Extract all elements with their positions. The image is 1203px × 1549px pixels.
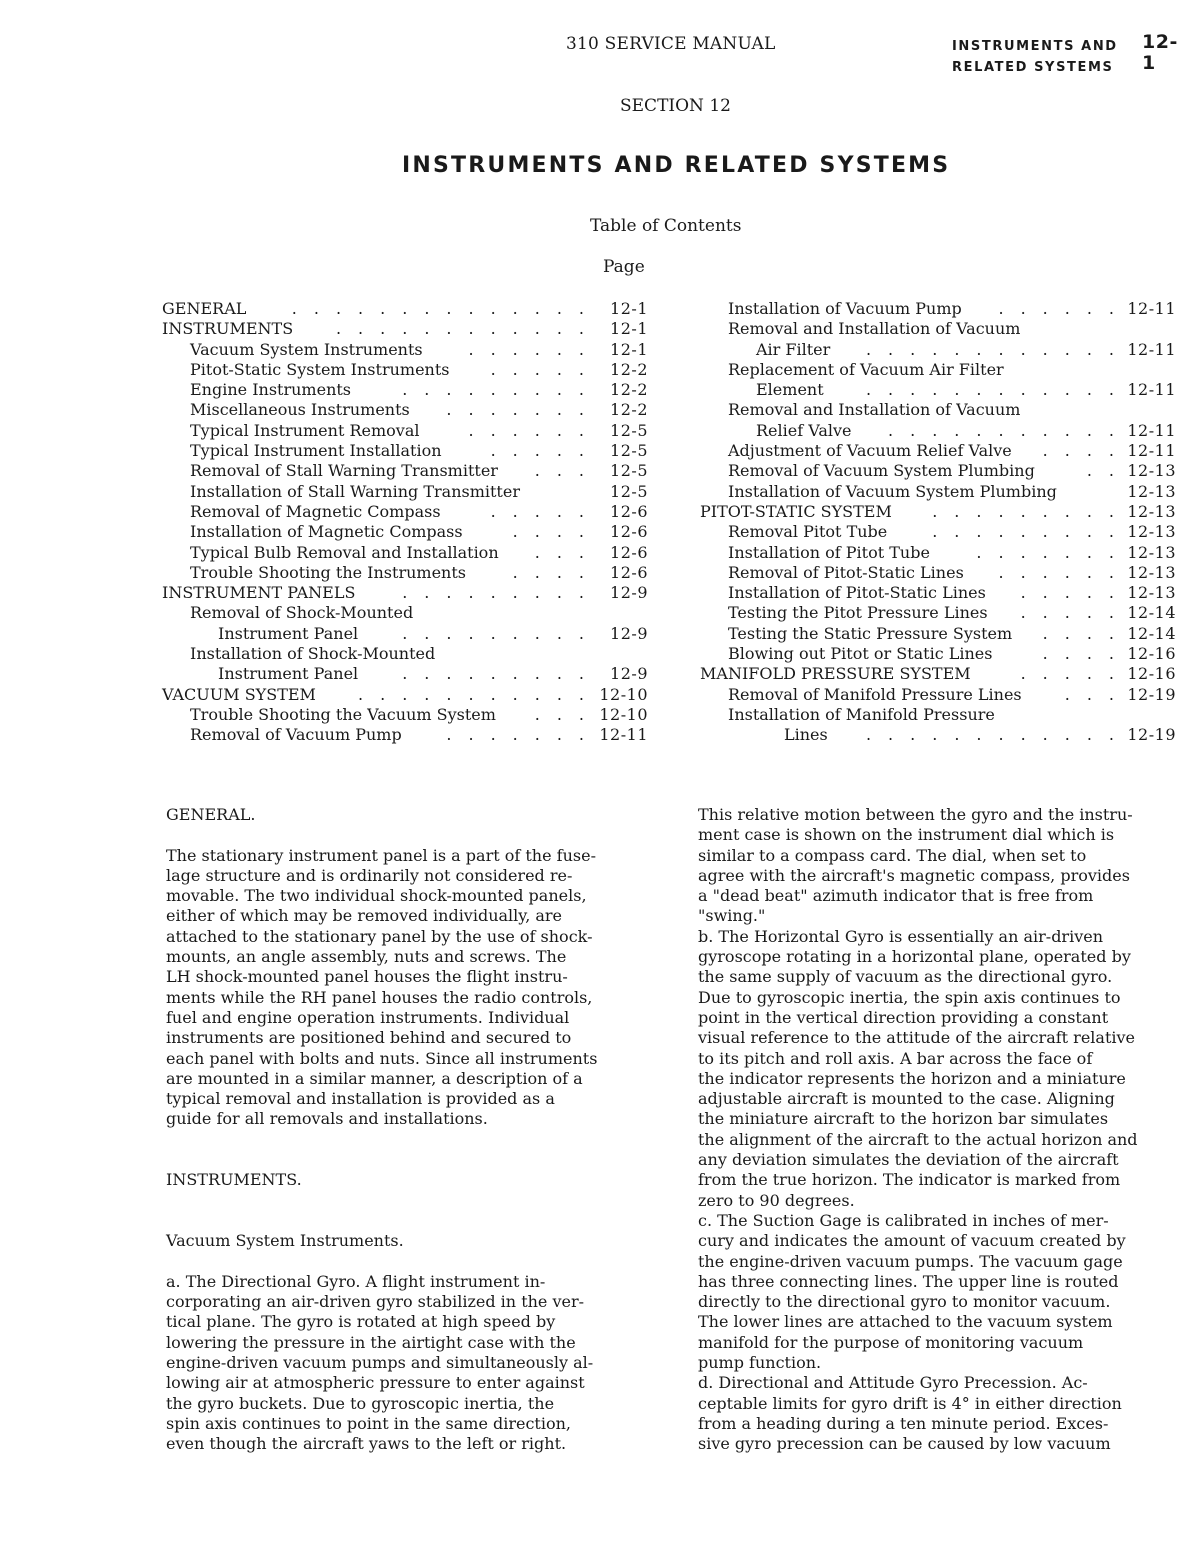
toc-entry	[700, 340, 1178, 360]
toc-entry	[700, 319, 1178, 339]
toc-entry	[162, 583, 652, 603]
toc-entry-title: Element	[756, 380, 824, 400]
toc-leader-dots: ...	[534, 704, 601, 724]
toc-leader-dots: ............	[335, 319, 601, 339]
toc-entry-page: 12-6	[610, 542, 648, 562]
toc-entry-page: 12-6	[610, 501, 648, 521]
toc-left-column	[162, 299, 652, 746]
toc-entry-title: Removal of Magnetic Compass	[190, 501, 441, 521]
toc-entry-title: Installation of Vacuum System Plumbing	[728, 481, 1057, 501]
toc-entry-title: Instrument Panel	[218, 623, 359, 643]
toc-entry	[700, 725, 1178, 745]
toc-entry-title: Testing the Static Pressure System	[728, 623, 1013, 643]
toc-entry	[700, 400, 1178, 420]
toc-right-column	[700, 299, 1178, 746]
toc-leader-dots: .........	[402, 380, 601, 400]
instruments-heading: INSTRUMENTS.	[166, 1170, 302, 1190]
toc-entry-title: Removal of Shock-Mounted	[190, 603, 414, 623]
toc-entry	[700, 441, 1178, 461]
vacuum-instruments-heading: Vacuum System Instruments.	[166, 1231, 404, 1251]
toc-entry	[162, 502, 652, 522]
toc-entry	[162, 319, 652, 339]
toc-entry-title: Trouble Shooting the Vacuum System	[190, 704, 496, 724]
toc-entry-title: Installation of Vacuum Pump	[728, 299, 962, 318]
toc-leader-dots: ......	[998, 299, 1131, 318]
toc-leader-dots: ............	[865, 380, 1131, 400]
toc-leader-dots: ....	[1042, 644, 1131, 664]
toc-entry-title: Removal of Manifold Pressure Lines	[728, 684, 1022, 704]
toc-entry-page: 12-9	[610, 664, 648, 684]
toc-leader-dots: ...	[1064, 684, 1131, 704]
toc-leader-dots: .....	[490, 441, 601, 461]
toc-entry-title: Installation of Pitot Tube	[728, 542, 930, 562]
toc-entry-page: 12-1	[610, 319, 648, 339]
toc-entry-title: Typical Bulb Removal and Installation	[190, 542, 499, 562]
toc-entry-title: Pitot-Static System Instruments	[190, 359, 450, 379]
toc-entry-title: Blowing out Pitot or Static Lines	[728, 644, 993, 664]
toc-entry-page: 12-5	[610, 461, 648, 481]
toc-entry-title: Removal and Installation of Vacuum	[728, 400, 1021, 420]
toc-entry-page: 12-13	[1127, 461, 1176, 481]
toc-entry	[162, 522, 652, 542]
toc-entry-page: 12-1	[610, 299, 648, 318]
toc-leader-dots: .........	[402, 623, 601, 643]
toc-entry-title: Removal Pitot Tube	[728, 522, 888, 542]
toc-entry	[162, 563, 652, 583]
toc-leader-dots: ......	[468, 339, 601, 359]
toc-entry	[700, 482, 1178, 502]
toc-entry	[700, 624, 1178, 644]
toc-leader-dots: .......	[976, 542, 1131, 562]
toc-leader-dots: ......	[468, 420, 601, 440]
body-left-column	[166, 805, 656, 1455]
toc-entry-title: Testing the Pitot Pressure Lines	[728, 603, 988, 623]
toc-entry-page: 12-2	[610, 380, 648, 400]
toc-entry-page: 12-11	[1127, 339, 1176, 359]
toc-entry	[162, 664, 652, 684]
toc-entry-page: 12-16	[1127, 644, 1176, 664]
toc-entry-title: Removal of Stall Warning Transmitter	[190, 461, 498, 481]
toc-entry	[700, 360, 1178, 380]
toc-entry-title: VACUUM SYSTEM	[162, 684, 316, 704]
toc-entry-page: 12-5	[610, 420, 648, 440]
toc-entry-title: Lines	[784, 725, 828, 745]
page-number: 12-1	[1142, 31, 1178, 74]
general-paragraph: The stationary instrument panel is a part of the fuse- lage structure and is ordinarily not considered re- movable. The two individual shock-mounted panels, either of which may be removed individually, are attached to the stationary panel by the use of shock- mounts, an angle assembly, nuts and screws. The LH shock-mounted panel houses the flight instru- ments while the RH panel houses the radio controls, fuel and engine operation instruments. Individual instruments are positioned behind and secured to each panel with bolts and nuts. Since all instruments are mounted in a similar manner, a description of a typical removal and installation is provided as a guide for all removals and installations.	[166, 845, 598, 1129]
toc-entry-title: Installation of Manifold Pressure	[728, 704, 995, 724]
toc-entry-title: INSTRUMENT PANELS	[162, 583, 356, 603]
toc-entry-page: 12-9	[610, 623, 648, 643]
toc-entry-title: Removal and Installation of Vacuum	[728, 319, 1021, 339]
toc-entry	[162, 543, 652, 563]
toc-entry	[162, 421, 652, 441]
toc-entry-title: Typical Instrument Removal	[190, 420, 420, 440]
toc-entry-title: Air Filter	[756, 339, 831, 359]
toc-entry-page: 12-2	[610, 359, 648, 379]
toc-leader-dots: ....	[1042, 623, 1131, 643]
toc-leader-dots: .....	[1020, 583, 1131, 603]
toc-entry-page: 12-11	[599, 725, 648, 745]
toc-entry-title: INSTRUMENTS	[162, 319, 294, 339]
paragraph-a: a. The Directional Gyro. A flight instrument in- corporating an air-driven gyro stabilized in the ver- tical plane. The gyro is rotated at high speed by lowering the pressure in the airtight case with the engine-driven vacuum pumps and simultaneously al- lowing air at atmospheric pressure to enter against the gyro buckets. Due to gyroscopic inertia, the spin axis continues to point in the same direction, even though the aircraft yaws to the left or right.	[166, 1271, 594, 1454]
toc-entry-page: 12-13	[1127, 481, 1176, 501]
toc-entry-page: 12-13	[1127, 542, 1176, 562]
toc-leader-dots: .........	[402, 583, 601, 603]
toc-leader-dots: .....	[1020, 603, 1131, 623]
toc-entry	[162, 624, 652, 644]
toc-entry	[700, 380, 1178, 400]
toc-entry-title: Installation of Magnetic Compass	[190, 522, 463, 542]
toc-leader-dots: .........	[402, 664, 601, 684]
toc-entry-page: 12-10	[599, 684, 648, 704]
toc-entry-page: 12-13	[1127, 501, 1176, 521]
toc-leader-dots: ....	[1042, 441, 1131, 461]
toc-entry	[700, 522, 1178, 542]
toc-entry-page: 12-5	[610, 441, 648, 461]
toc-entry	[162, 685, 652, 705]
toc-entry	[700, 299, 1178, 319]
toc-entry-title: GENERAL	[162, 299, 247, 318]
toc-entry	[700, 583, 1178, 603]
general-heading: GENERAL.	[166, 805, 256, 824]
toc-leader-dots: ............	[865, 339, 1131, 359]
toc-entry-title: Instrument Panel	[218, 664, 359, 684]
toc-entry	[162, 482, 652, 502]
toc-leader-dots: ....	[512, 562, 601, 582]
toc-entry-title: PITOT-STATIC SYSTEM	[700, 501, 892, 521]
toc-entry	[162, 644, 652, 664]
toc-leader-dots: ....	[512, 522, 601, 542]
toc-leader-dots: ...	[534, 542, 601, 562]
toc-entry-page: 12-9	[610, 583, 648, 603]
toc-entry	[162, 725, 652, 745]
toc-entry	[162, 340, 652, 360]
toc-entry	[162, 380, 652, 400]
toc-entry	[700, 461, 1178, 481]
toc-entry	[700, 421, 1178, 441]
running-header-line1: INSTRUMENTS AND	[952, 39, 1118, 54]
toc-entry	[700, 685, 1178, 705]
running-header	[952, 31, 1178, 78]
toc-entry-title: Typical Instrument Installation	[190, 441, 442, 461]
toc-entry-title: Adjustment of Vacuum Relief Valve	[728, 441, 1012, 461]
toc-leader-dots: ......	[998, 562, 1131, 582]
toc-entry-title: Engine Instruments	[190, 380, 352, 400]
toc-entry-page: 12-14	[1127, 603, 1176, 623]
toc-leader-dots: ............	[865, 725, 1131, 745]
toc-entry	[700, 543, 1178, 563]
toc-entry-page: 12-6	[610, 562, 648, 582]
toc-title: Table of Contents	[590, 216, 742, 236]
toc-leader-dots: .......	[446, 725, 601, 745]
toc-page-header: Page	[603, 257, 645, 277]
toc-entry-page: 12-11	[1127, 380, 1176, 400]
toc-leader-dots: ..............	[291, 299, 601, 318]
toc-leader-dots: ...	[534, 461, 601, 481]
toc-entry	[162, 441, 652, 461]
toc-entry	[700, 563, 1178, 583]
toc-entry-title: Removal of Vacuum Pump	[190, 725, 402, 745]
section-label: SECTION 12	[620, 96, 731, 116]
toc-leader-dots: .......	[446, 400, 601, 420]
toc-entry-title: Vacuum System Instruments	[190, 339, 423, 359]
toc-leader-dots: ..	[1086, 461, 1131, 481]
toc-entry-page: 12-11	[1127, 299, 1176, 318]
toc-entry-page: 12-19	[1127, 725, 1176, 745]
toc-leader-dots: .....	[490, 359, 601, 379]
toc-entry-title: Replacement of Vacuum Air Filter	[728, 359, 1004, 379]
toc-entry-title: Miscellaneous Instruments	[190, 400, 410, 420]
toc-leader-dots: .....	[1020, 664, 1131, 684]
toc-entry	[162, 299, 652, 319]
toc-entry-title: MANIFOLD PRESSURE SYSTEM	[700, 664, 971, 684]
running-header-line2: RELATED SYSTEMS	[952, 60, 1114, 75]
toc-entry-title: Installation of Pitot-Static Lines	[728, 583, 986, 603]
toc-entry-page: 12-6	[610, 522, 648, 542]
toc-entry-title: Removal of Vacuum System Plumbing	[728, 461, 1035, 481]
toc-entry-page: 12-13	[1127, 522, 1176, 542]
toc-entry	[162, 603, 652, 623]
toc-entry-page: 12-13	[1127, 583, 1176, 603]
toc-entry	[162, 400, 652, 420]
toc-entry-page: 12-1	[610, 339, 648, 359]
toc-entry-title: Relief Valve	[756, 420, 852, 440]
toc-entry	[700, 705, 1178, 725]
toc-entry	[162, 360, 652, 380]
toc-entry-page: 12-5	[610, 481, 648, 501]
toc-entry-title: Installation of Shock-Mounted	[190, 644, 436, 664]
toc-entry	[162, 705, 652, 725]
toc-entry-page: 12-16	[1127, 664, 1176, 684]
toc-entry-page: 12-13	[1127, 562, 1176, 582]
right-column-text: This relative motion between the gyro and the instru- ment case is shown on the instrument dial which is similar to a compass card. The dial, when set to agree with the aircraft's magnetic compass, provides a "dead beat" azimuth indicator that is free from "swing." b. The Horizontal Gyro is essentially an air-driven gyroscope rotating in a horizontal plane, operated by the same supply of vacuum as the directional gyro. Due to gyroscopic inertia, the spin axis continues to point in the vertical direction providing a constant visual reference to the attitude of the aircraft relative to its pitch and roll axis. A bar across the face of the indicator represents the horizon and a miniature adjustable aircraft is mounted to the case. Aligning the miniature aircraft to the horizon bar simulates the alignment of the aircraft to the actual horizon and any deviation simulates the deviation of the aircraft from the true horizon. The indicator is marked from zero to 90 degrees. c. The Suction Gage is calibrated in inches of mer- cury and indicates the amount of vacuum created by the engine-driven vacuum pumps. The vacuum gage has three connecting lines. The upper line is routed directly to the directional gyro to monitor vacuum. The lower lines are attached to the vacuum system manifold for the purpose of monitoring vacuum pump function. d. Directional and Attitude Gyro Precession. Ac- ceptable limits for gyro drift is 4° in either direction from a heading during a ten minute period. Exces- sive gyro precession can be caused by low vacuum	[698, 805, 1138, 1454]
toc-entry-title: Trouble Shooting the Instruments	[190, 562, 466, 582]
toc-entry	[162, 461, 652, 481]
toc-entry-page: 12-14	[1127, 623, 1176, 643]
toc-entry-title: Removal of Pitot-Static Lines	[728, 562, 964, 582]
toc-entry-page: 12-19	[1127, 684, 1176, 704]
page-title: INSTRUMENTS AND RELATED SYSTEMS	[402, 153, 951, 178]
toc-leader-dots: ...........	[888, 420, 1131, 440]
manual-title: 310 SERVICE MANUAL	[566, 34, 776, 54]
toc-entry	[700, 644, 1178, 664]
toc-entry-title: Installation of Stall Warning Transmitter	[190, 481, 520, 501]
toc-entry	[700, 603, 1178, 623]
toc-entry-page: 12-11	[1127, 420, 1176, 440]
toc-leader-dots: ...........	[358, 684, 601, 704]
toc-entry	[700, 664, 1178, 684]
toc-leader-dots: .........	[932, 522, 1131, 542]
toc-entry-page: 12-2	[610, 400, 648, 420]
body-right-column	[698, 805, 1188, 1455]
toc-entry-page: 12-10	[599, 704, 648, 724]
toc-entry	[700, 502, 1178, 522]
toc-leader-dots: .........	[932, 501, 1131, 521]
toc-entry-page: 12-11	[1127, 441, 1176, 461]
toc-leader-dots: .....	[490, 501, 601, 521]
